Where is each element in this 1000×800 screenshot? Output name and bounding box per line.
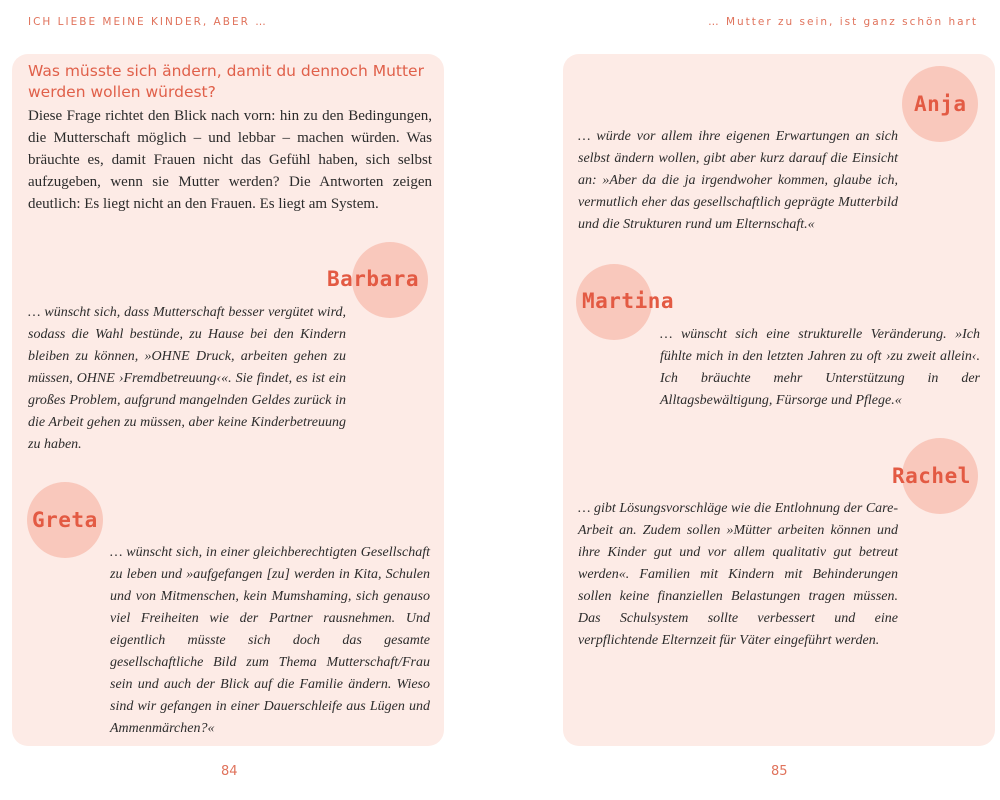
page-number-left: 84 <box>221 764 238 779</box>
intro-paragraph: Diese Frage richtet den Blick nach vorn: hin zu den Bedingungen, die Mutterschaft möglich – und lebbar – machen würden. Was bräuchte es, damit Frauen nicht das Gefühl haben, sich selbst aufzugeben, wenn sie Mutter werden? Die Antworten zeigen deutlich: Es liegt nicht an den Frauen. Es liegt am System. <box>28 108 432 212</box>
rachel-name: Rachel <box>892 464 971 488</box>
anja-name: Anja <box>914 92 967 116</box>
anja-quote: … würde vor allem ihre eigenen Erwartungen an sich selbst ändern wollen, gibt aber kurz darauf die Einsicht an: »Aber da die ja irgendwoher kommen, glaube ich, vermutlich eher das gesellschaftlich geprägte Mutterbild und die Strukturen rund um Elternschaft.« <box>578 129 898 232</box>
martina-name: Martina <box>582 289 675 313</box>
page-number-right: 85 <box>771 764 788 779</box>
greta-quote: … wünscht sich, in einer gleichberechtigten Gesellschaft zu leben und »aufgefangen [zu] werden in Kita, Schulen und von Mitmenschen, kein Mumshaming, sich genauso viel Freiheiten wie der Partner rausnehmen. Und eigentlich müsste sich doch das gesamte gesellschaftliche Bild zum Thema Mutterschaft/Frau sein und auch der Blick auf die Familie ändern. Wieso sind wir gefangen in einer Dauerschleife aus Lügen und Ammenmärchen?« <box>110 545 430 736</box>
running-header-left: ICH LIEBE MEINE KINDER, ABER … <box>28 16 268 28</box>
greta-name: Greta <box>32 508 98 532</box>
rachel-quote: … gibt Lösungsvorschläge wie die Entlohnung der Care-Arbeit an. Zudem sollen »Mütter arbeiten können und ihre Kinder gut und vor allem qualitativ gut betreut werden«. Familien mit Kindern mit Behinderungen sollen keine finanziellen Belastungen tragen müssen. Das Schulsystem sollte verbessert und eine verpflichtende Elternzeit für Väter eingeführt werden. <box>578 501 898 648</box>
barbara-quote: … wünscht sich, dass Mutterschaft besser vergütet wird, sodass die Wahl bestünde, zu Hause bei den Kindern bleiben zu können, »OHNE Druck, arbeiten gehen zu müssen, OHNE ›Fremdbetreuung‹«. Sie findet, es ist ein großes Problem, aufgrund mangelnden Geldes zurück in die Arbeit gehen zu müssen, aber keine Kinderbetreuung zu haben. <box>28 305 346 452</box>
martina-quote: … wünscht sich eine strukturelle Veränderung. »Ich fühlte mich in den letzten Jahren zu oft ›zu zweit allein‹. Ich bräuchte mehr Unterstützung in der Alltagsbewältigung, Fürsorge und Pflege.« <box>660 327 980 408</box>
running-header-right: … Mutter zu sein, ist ganz schön hart <box>708 16 978 28</box>
barbara-name: Barbara <box>327 267 420 291</box>
question-heading: Was müsste sich ändern, damit du dennoch Mutter werden wollen würdest? <box>28 62 424 101</box>
